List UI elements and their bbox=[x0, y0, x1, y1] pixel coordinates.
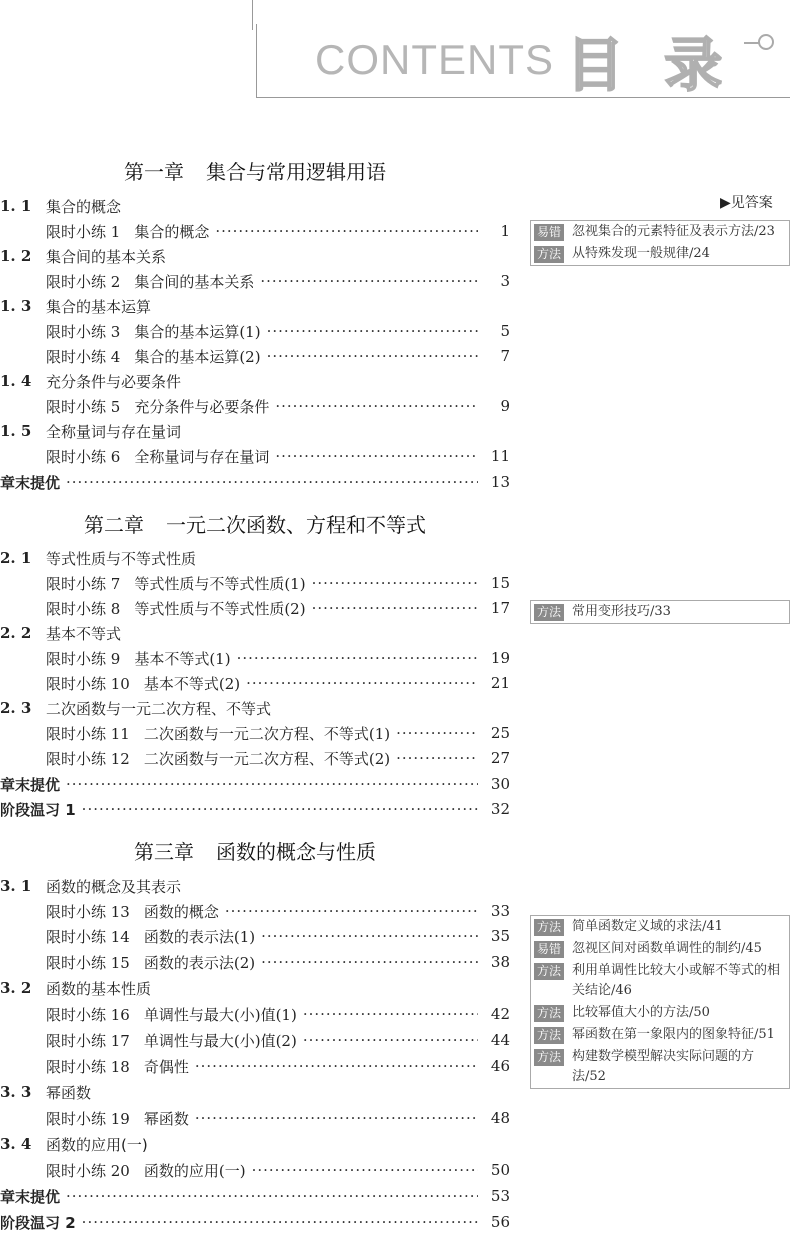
tip-item bbox=[531, 1046, 789, 1088]
page-number: 25 bbox=[490, 724, 510, 742]
entry-title: 基本不等式(2) bbox=[143, 674, 241, 693]
tip-tag: 方法 bbox=[534, 1005, 564, 1022]
entry-label: 限时小练 13 bbox=[46, 902, 130, 921]
entry-label: 章末提优 bbox=[0, 775, 61, 794]
dot-leader bbox=[267, 322, 478, 340]
dot-leader bbox=[195, 1109, 478, 1127]
section-number: 3. 1 bbox=[0, 877, 32, 895]
entry-label: 限时小练 5 bbox=[46, 397, 121, 416]
section-title: 集合的基本运算 bbox=[46, 297, 152, 316]
toc-entry[interactable] bbox=[46, 571, 510, 595]
entry-label: 限时小练 3 bbox=[46, 322, 121, 341]
page-number: 11 bbox=[490, 447, 510, 465]
entry-title: 集合的概念 bbox=[134, 222, 210, 241]
toc-entry[interactable] bbox=[46, 950, 510, 974]
section-number: 1. 5 bbox=[0, 422, 32, 440]
toc-entry[interactable] bbox=[46, 1106, 510, 1130]
dot-leader bbox=[396, 724, 478, 742]
entry-title: 单调性与最大(小)值(2) bbox=[143, 1031, 297, 1050]
tip-item bbox=[531, 243, 789, 265]
page-number: 50 bbox=[490, 1161, 510, 1179]
entry-title: 幂函数 bbox=[143, 1109, 189, 1128]
tip-tag: 方法 bbox=[534, 604, 564, 621]
tip-tag: 方法 bbox=[534, 246, 564, 263]
entry-title: 函数的表示法(1) bbox=[143, 927, 256, 946]
entry-title: 集合的基本运算(1) bbox=[134, 322, 261, 341]
page-number: 42 bbox=[490, 1005, 510, 1023]
page-number: 53 bbox=[490, 1187, 510, 1205]
chapter-review-entry[interactable] bbox=[0, 470, 510, 494]
chapter-title bbox=[0, 836, 510, 865]
tip-box bbox=[530, 915, 790, 1089]
entry-title: 函数的概念 bbox=[143, 902, 219, 921]
tip-item bbox=[531, 960, 789, 1002]
page-number: 21 bbox=[490, 674, 510, 692]
page-number: 33 bbox=[490, 902, 510, 920]
entry-label: 限时小练 2 bbox=[46, 272, 121, 291]
dot-leader bbox=[66, 473, 478, 491]
toc-entry[interactable] bbox=[46, 721, 510, 745]
toc-entry[interactable] bbox=[46, 394, 510, 418]
section-number: 1. 3 bbox=[0, 297, 32, 315]
section-number: 3. 4 bbox=[0, 1135, 32, 1153]
page-number: 3 bbox=[500, 272, 510, 290]
entry-label: 限时小练 12 bbox=[46, 749, 130, 768]
section-heading[interactable] bbox=[0, 419, 400, 443]
section-title: 函数的应用(一) bbox=[46, 1135, 148, 1154]
dot-leader bbox=[195, 1057, 478, 1075]
entry-label: 章末提优 bbox=[0, 1187, 61, 1206]
page-number: 27 bbox=[490, 749, 510, 767]
chapter-review-entry[interactable] bbox=[0, 1184, 510, 1208]
section-title: 等式性质与不等式性质 bbox=[46, 549, 197, 568]
section-title: 函数的基本性质 bbox=[46, 979, 152, 998]
page-number: 15 bbox=[490, 574, 510, 592]
entry-label: 限时小练 1 bbox=[46, 222, 121, 241]
stage-review-entry[interactable] bbox=[0, 1210, 510, 1234]
tip-box bbox=[530, 600, 790, 624]
section-number: 2. 3 bbox=[0, 699, 32, 717]
toc-entry[interactable] bbox=[46, 1158, 510, 1182]
page-number: 17 bbox=[490, 599, 510, 617]
contents-word: CONTENTS bbox=[315, 36, 554, 83]
entry-title: 等式性质与不等式性质(1) bbox=[134, 574, 306, 593]
section-title: 函数的概念及其表示 bbox=[46, 877, 182, 896]
toc-entry[interactable] bbox=[46, 344, 510, 368]
dot-leader bbox=[66, 1187, 478, 1205]
entry-title: 奇偶性 bbox=[143, 1057, 189, 1076]
section-number: 3. 2 bbox=[0, 979, 32, 997]
section-heading[interactable] bbox=[0, 976, 400, 1000]
dot-leader bbox=[275, 447, 478, 465]
tip-text: 简单函数定义域的求法/41 bbox=[572, 919, 723, 934]
toc-entry[interactable] bbox=[46, 646, 510, 670]
page-number: 56 bbox=[490, 1213, 510, 1231]
section-heading[interactable] bbox=[0, 874, 400, 898]
header-rule-top bbox=[252, 0, 253, 30]
page-number: 19 bbox=[490, 649, 510, 667]
entry-label: 限时小练 10 bbox=[46, 674, 130, 693]
page-number: 1 bbox=[500, 222, 510, 240]
page-number: 44 bbox=[490, 1031, 510, 1049]
entry-title: 集合的基本运算(2) bbox=[134, 347, 261, 366]
toc-entry[interactable] bbox=[46, 899, 510, 923]
section-title: 集合的概念 bbox=[46, 197, 122, 216]
page-number: 48 bbox=[490, 1109, 510, 1127]
tip-item bbox=[531, 938, 789, 960]
toc-entry[interactable] bbox=[46, 1002, 510, 1026]
tip-tag: 方法 bbox=[534, 919, 564, 936]
section-number: 3. 3 bbox=[0, 1083, 32, 1101]
entry-title: 单调性与最大(小)值(1) bbox=[143, 1005, 297, 1024]
dot-leader bbox=[261, 953, 478, 971]
entry-label: 章末提优 bbox=[0, 473, 61, 492]
tip-text: 利用单调性比较大小或解不等式的相关结论/46 bbox=[572, 963, 781, 998]
section-number: 1. 1 bbox=[0, 197, 32, 215]
entry-title: 函数的应用(一) bbox=[143, 1161, 246, 1180]
entry-title: 基本不等式(1) bbox=[134, 649, 231, 668]
section-heading[interactable] bbox=[0, 244, 400, 268]
tip-text: 从特殊发现一般规律/24 bbox=[572, 246, 710, 261]
section-heading[interactable] bbox=[0, 696, 400, 720]
section-number: 1. 2 bbox=[0, 247, 32, 265]
section-heading[interactable] bbox=[0, 1080, 400, 1104]
section-heading[interactable] bbox=[0, 1132, 400, 1156]
section-title: 幂函数 bbox=[46, 1083, 92, 1102]
dot-leader bbox=[267, 347, 478, 365]
tip-item bbox=[531, 221, 789, 243]
tip-item bbox=[531, 916, 789, 938]
tip-tag: 易错 bbox=[534, 941, 564, 958]
section-heading[interactable] bbox=[0, 546, 400, 570]
section-heading[interactable] bbox=[0, 369, 400, 393]
ring-icon bbox=[758, 34, 774, 50]
toc-entry[interactable] bbox=[46, 924, 510, 948]
entry-title: 集合间的基本关系 bbox=[134, 272, 255, 291]
section-title: 集合间的基本关系 bbox=[46, 247, 167, 266]
entry-label: 限时小练 11 bbox=[46, 724, 130, 743]
dot-leader bbox=[303, 1031, 478, 1049]
entry-title: 函数的表示法(2) bbox=[143, 953, 256, 972]
toc-entry[interactable] bbox=[46, 319, 510, 343]
chapter-name: 一元二次函数、方程和不等式 bbox=[166, 513, 426, 537]
dot-leader bbox=[260, 272, 478, 290]
page-number: 5 bbox=[500, 322, 510, 340]
tip-tag: 方法 bbox=[534, 1027, 564, 1044]
section-title: 基本不等式 bbox=[46, 624, 122, 643]
entry-label: 限时小练 6 bbox=[46, 447, 121, 466]
entry-title: 等式性质与不等式性质(2) bbox=[134, 599, 306, 618]
header-rule-left bbox=[256, 24, 257, 98]
dot-leader bbox=[215, 222, 478, 240]
section-heading[interactable] bbox=[0, 621, 400, 645]
tip-item bbox=[531, 1002, 789, 1024]
dot-leader bbox=[225, 902, 478, 920]
dot-leader bbox=[82, 800, 478, 818]
toc-entry[interactable] bbox=[46, 219, 510, 243]
page-number: 32 bbox=[490, 800, 510, 818]
entry-label: 限时小练 19 bbox=[46, 1109, 130, 1128]
chapter-review-entry[interactable] bbox=[0, 772, 510, 796]
entry-label: 限时小练 17 bbox=[46, 1031, 130, 1050]
page-number: 13 bbox=[490, 473, 510, 491]
chapter-name: 函数的概念与性质 bbox=[216, 840, 376, 864]
tip-text: 常用变形技巧/33 bbox=[572, 604, 671, 619]
chapter-title bbox=[0, 156, 510, 185]
entry-title: 充分条件与必要条件 bbox=[134, 397, 270, 416]
page-title: 目 录 bbox=[566, 31, 733, 99]
dot-leader bbox=[312, 599, 478, 617]
dot-leader bbox=[246, 674, 478, 692]
entry-label: 限时小练 16 bbox=[46, 1005, 130, 1024]
toc-entry[interactable] bbox=[46, 596, 510, 620]
dot-leader bbox=[303, 1005, 478, 1023]
toc-entry[interactable] bbox=[46, 444, 510, 468]
entry-label: 阶段温习 1 bbox=[0, 800, 76, 819]
chapter-label: 第一章 bbox=[124, 160, 184, 184]
section-title: 充分条件与必要条件 bbox=[46, 372, 182, 391]
entry-label: 限时小练 18 bbox=[46, 1057, 130, 1076]
stage-review-entry[interactable] bbox=[0, 797, 510, 821]
chapter-label: 第二章 bbox=[84, 513, 144, 537]
tip-text: 忽视区间对函数单调性的制约/45 bbox=[572, 941, 762, 956]
tip-tag: 方法 bbox=[534, 963, 564, 980]
dot-leader bbox=[261, 927, 478, 945]
page-number: 9 bbox=[500, 397, 510, 415]
toc-entry[interactable] bbox=[46, 746, 510, 770]
section-heading[interactable] bbox=[0, 194, 400, 218]
tip-text: 幂函数在第一象限内的图象特征/51 bbox=[572, 1027, 775, 1042]
tip-box bbox=[530, 220, 790, 266]
toc-entry[interactable] bbox=[46, 1028, 510, 1052]
entry-label: 限时小练 20 bbox=[46, 1161, 130, 1180]
dot-leader bbox=[252, 1161, 478, 1179]
answer-reference: ▶见答案 bbox=[720, 195, 773, 211]
dot-leader bbox=[312, 574, 478, 592]
section-title: 二次函数与一元二次方程、不等式 bbox=[46, 699, 272, 718]
chapter-label: 第三章 bbox=[134, 840, 194, 864]
toc-entry[interactable] bbox=[46, 269, 510, 293]
section-title: 全称量词与存在量词 bbox=[46, 422, 182, 441]
tip-text: 比较幂值大小的方法/50 bbox=[572, 1005, 710, 1020]
section-number: 2. 2 bbox=[0, 624, 32, 642]
entry-label: 限时小练 9 bbox=[46, 649, 121, 668]
entry-title: 全称量词与存在量词 bbox=[134, 447, 270, 466]
entry-label: 限时小练 8 bbox=[46, 599, 121, 618]
entry-label: 限时小练 4 bbox=[46, 347, 121, 366]
entry-label: 限时小练 15 bbox=[46, 953, 130, 972]
entry-title: 二次函数与一元二次方程、不等式(1) bbox=[143, 724, 391, 743]
chapter-name: 集合与常用逻辑用语 bbox=[206, 160, 386, 184]
toc-entry[interactable] bbox=[46, 671, 510, 695]
dot-leader bbox=[66, 775, 478, 793]
page-number: 7 bbox=[500, 347, 510, 365]
page-number: 35 bbox=[490, 927, 510, 945]
dot-leader bbox=[237, 649, 478, 667]
toc-entry[interactable] bbox=[46, 1054, 510, 1078]
dot-leader bbox=[275, 397, 478, 415]
chapter-title bbox=[0, 509, 510, 538]
tip-item bbox=[531, 1024, 789, 1046]
dot-leader bbox=[396, 749, 478, 767]
entry-label: 限时小练 7 bbox=[46, 574, 121, 593]
entry-label: 阶段温习 2 bbox=[0, 1213, 76, 1232]
entry-title: 二次函数与一元二次方程、不等式(2) bbox=[143, 749, 391, 768]
tip-text: 忽视集合的元素特征及表示方法/23 bbox=[572, 224, 775, 239]
tip-tag: 方法 bbox=[534, 1049, 564, 1066]
tip-text: 构建数学模型解决实际问题的方法/52 bbox=[572, 1049, 755, 1084]
tip-item bbox=[531, 601, 789, 623]
section-number: 2. 1 bbox=[0, 549, 32, 567]
entry-label: 限时小练 14 bbox=[46, 927, 130, 946]
section-number: 1. 4 bbox=[0, 372, 32, 390]
page-number: 46 bbox=[490, 1057, 510, 1075]
section-heading[interactable] bbox=[0, 294, 400, 318]
page-number: 38 bbox=[490, 953, 510, 971]
tip-tag: 易错 bbox=[534, 224, 564, 241]
dot-leader bbox=[82, 1213, 478, 1231]
page-number: 30 bbox=[490, 775, 510, 793]
